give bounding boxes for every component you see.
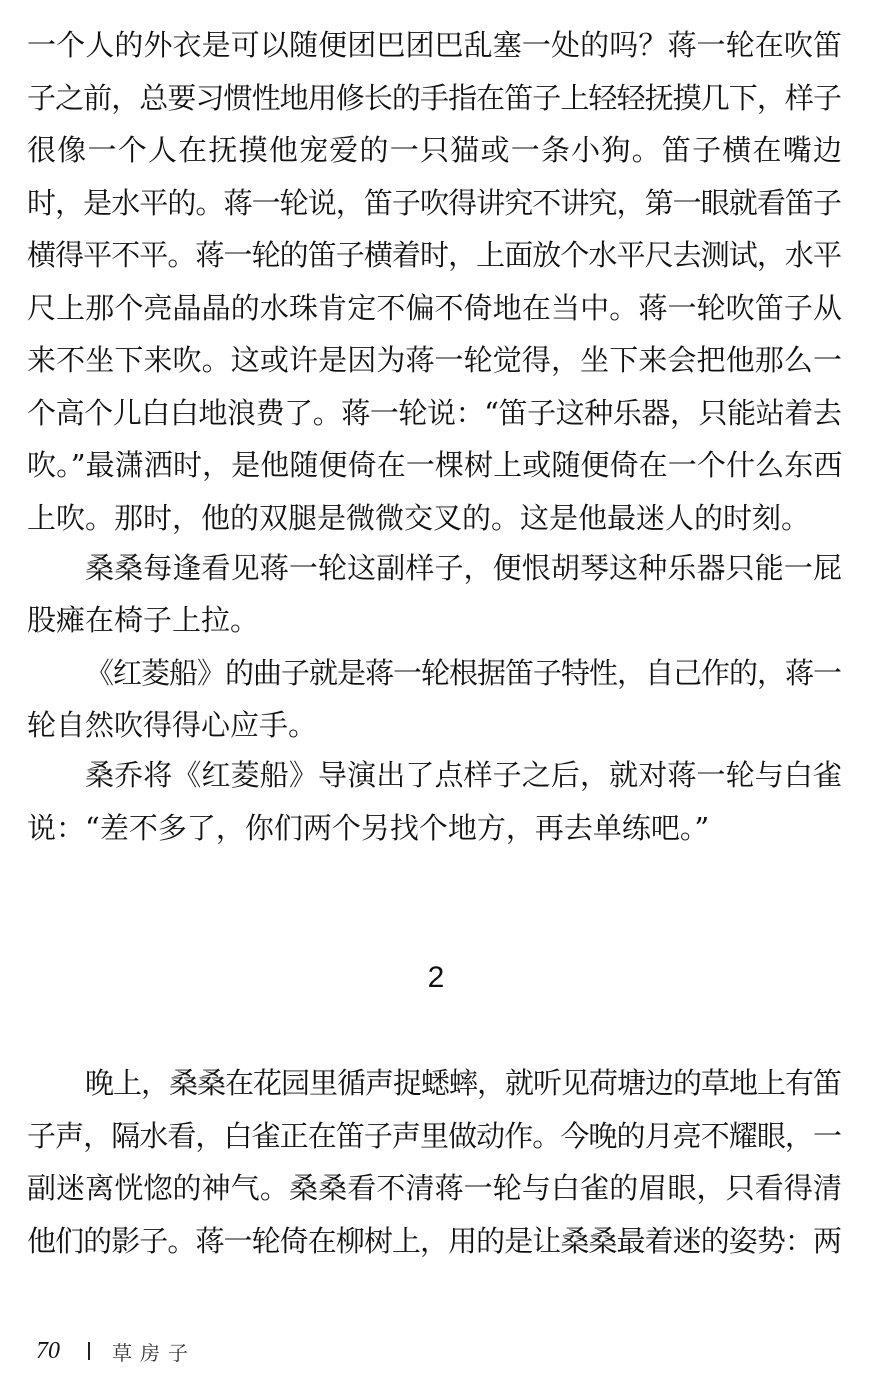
text-line: 时，是水平的。蒋一轮说，笛子吹得讲究不讲究，第一眼就看笛子 (27, 186, 842, 220)
text-line: 个高个儿白白地浪费了。蒋一轮说：“笛子这种乐器，只能站着去 (27, 396, 842, 430)
text-line: 上吹。那时，他的双腿是微微交叉的。这是他最迷人的时刻。 (27, 501, 811, 535)
section-heading: 2 (427, 961, 445, 994)
text-line: 股瘫在椅子上拉。 (27, 603, 260, 637)
text-line: 说：“差不多了，你们两个另找个地方，再去单练吧。” (27, 811, 710, 845)
text-line: 轮自然吹得得心应手。 (27, 708, 318, 742)
book-title: 草房子 (112, 1340, 196, 1365)
text-line: 子之前，总要习惯性地用修长的手指在笛子上轻轻抚摸几下，样子 (27, 81, 842, 115)
text-line: 他们的影子。蒋一轮倚在柳树上，用的是让桑桑最着迷的姿势：两 (27, 1224, 842, 1258)
text-line: 副迷离恍惚的神气。桑桑看不清蒋一轮与白雀的眉眼，只看得清 (27, 1171, 843, 1205)
text-line: 横得平不平。蒋一轮的笛子横着时，上面放个水平尺去测试，水平 (27, 238, 842, 272)
text-line: 尺上那个亮晶晶的水珠肯定不偏不倚地在当中。蒋一轮吹笛子从 (27, 291, 843, 325)
text-line: 一个人的外衣是可以随便团巴团巴乱塞一处的吗？蒋一轮在吹笛 (27, 28, 843, 62)
page-footer (36, 1334, 196, 1368)
page-number: 70 (36, 1337, 60, 1364)
text-line: 《红菱船》的曲子就是蒋一轮根据笛子特性，自己作的，蒋一 (85, 656, 842, 690)
text-line: 桑桑每逢看见蒋一轮这副样子，便恨胡琴这种乐器只能一屁 (85, 551, 843, 585)
text-line: 晚上，桑桑在花园里循声捉蟋蟀，就听见荷塘边的草地上有笛 (85, 1066, 842, 1100)
text-line: 来不坐下来吹。这或许是因为蒋一轮觉得，坐下来会把他那么一 (27, 343, 843, 377)
text-line: 吹。”最潇洒时，是他随便倚在一棵树上或随便倚在一个什么东西 (27, 448, 843, 482)
text-line: 子声，隔水看，白雀正在笛子声里做动作。今晚的月亮不耀眼，一 (27, 1119, 842, 1153)
footer-divider (88, 1342, 90, 1360)
text-line: 很像一个人在抚摸他宠爱的一只猫或一条小狗。笛子横在嘴边 (27, 133, 844, 167)
text-line: 桑乔将《红菱船》导演出了点样子之后，就对蒋一轮与白雀 (85, 758, 843, 792)
